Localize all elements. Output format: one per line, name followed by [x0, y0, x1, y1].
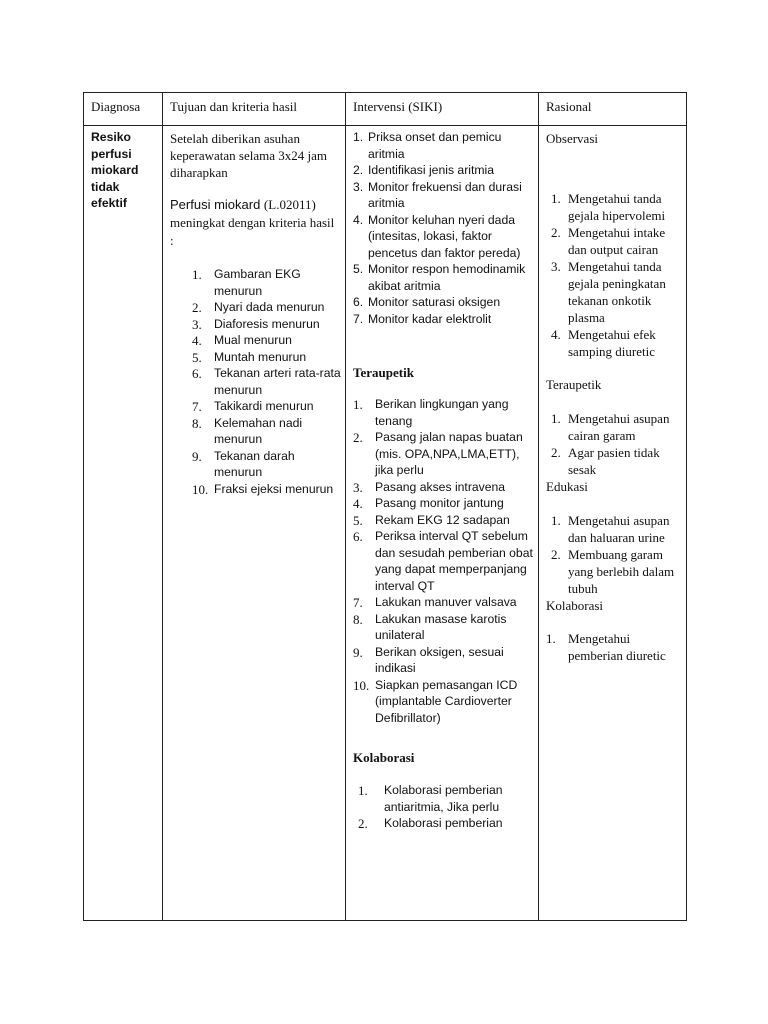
kolaborasi-item: 1. Kolaborasi pemberian antiaritmia, Jika perlu — [358, 783, 503, 814]
rasional-item: 3. Mengetahui tanda gejala peningkatan tekanan onkotik plasma — [551, 259, 666, 325]
tujuan-cell — [163, 126, 346, 921]
header-diagnosa-cell — [84, 93, 163, 126]
observasi-item: 3. Monitor frekuensi dan durasi aritmia — [353, 179, 522, 210]
tujuan-outcome — [163, 181, 345, 250]
kolaborasi-heading: Kolaborasi — [353, 750, 415, 765]
rasional-item: 1. Mengetahui asupan cairan garam — [551, 411, 670, 443]
header-tujuan: Tujuan dan kriteria hasil — [170, 99, 297, 114]
criteria-item: 7. Takikardi menurun — [192, 399, 314, 414]
rasional-observasi-heading: Observasi — [546, 131, 598, 146]
header-rasional-cell — [539, 93, 687, 126]
outcome-label: Perfusi miokard — [170, 197, 264, 212]
tujuan-intro: Setelah diberikan asuhan keperawatan selama 3x24 jam diharapkan — [170, 131, 328, 180]
criteria-item: 2. Nyari dada menurun — [192, 300, 325, 315]
rasional-kolaborasi-heading: Kolaborasi — [546, 598, 604, 613]
header-intervensi-cell — [346, 93, 539, 126]
rasional-item: 2. Mengetahui intake dan output cairan — [551, 225, 666, 257]
rasional-item: 1. Mengetahui pemberian diuretic — [546, 631, 666, 663]
criteria-item: 10. Fraksi ejeksi menurun — [192, 481, 334, 497]
terapeutik-heading: Teraupetik — [353, 365, 414, 380]
rasional-item: 1. Mengetahui tanda gejala hipervolemi — [551, 191, 666, 223]
terapeutik-item: 2. Pasang jalan napas buatan (mis. OPA,NPA,LMA,ETT), jika perlu — [353, 430, 523, 477]
header-diagnosa: Diagnosa — [91, 99, 141, 114]
outcome-code-text: (L.02011) meningkat dengan kriteria hasil : — [170, 197, 335, 248]
terapeutik-item: 5. Rekam EKG 12 sadapan — [353, 512, 510, 528]
rasional-terapeutik-list — [539, 410, 686, 478]
rasional-cell — [539, 126, 687, 921]
rasional-terapeutik-heading: Teraupetik — [546, 377, 602, 392]
observasi-item: 1. Priksa onset dan pemicu aritmia — [353, 130, 502, 161]
terapeutik-item: 8. Lakukan masase karotis unilateral — [353, 611, 507, 642]
criteria-item: 4. Mual menurun — [192, 333, 292, 348]
terapeutik-item: 9. Berikan oksigen, sesuai indikasi — [353, 644, 504, 675]
header-intervensi: Intervensi (SIKI) — [353, 99, 443, 114]
terapeutik-item: 10. Siapkan pemasangan ICD (implantable Cardioverter Defibrillator) — [353, 677, 518, 725]
care-plan-table — [83, 92, 687, 921]
header-rasional: Rasional — [546, 99, 592, 114]
terapeutik-item: 1. Berikan lingkungan yang tenang — [353, 397, 509, 428]
criteria-item: 6. Tekanan arteri rata-rata menurun — [192, 366, 341, 397]
terapeutik-item: 4. Pasang monitor jantung — [353, 496, 504, 511]
rasional-item: 2. Agar pasien tidak sesak — [551, 445, 660, 477]
header-tujuan-cell — [163, 93, 346, 126]
rasional-item: 1. Mengetahui asupan dan haluaran urine — [551, 513, 670, 545]
diagnosa-cell — [84, 126, 163, 921]
criteria-list — [163, 266, 345, 497]
terapeutik-item: 7. Lakukan manuver valsava — [353, 595, 517, 610]
rasional-item: 2. Membuang garam yang berlebih dalam tubuh — [551, 547, 675, 596]
rasional-observasi-list — [539, 190, 686, 360]
criteria-item: 1. Gambaran EKG menurun — [192, 267, 301, 298]
rasional-item: 4. Mengetahui efek samping diuretic — [551, 327, 656, 359]
terapeutik-item: 6. Periksa interval QT sebelum dan sesudah pemberian obat yang dapat memperpanjang interval QT — [353, 529, 533, 593]
content-row — [84, 126, 687, 921]
criteria-item: 3. Diaforesis menurun — [192, 316, 320, 332]
kolaborasi-list — [346, 782, 538, 832]
criteria-item: 8. Kelemahan nadi menurun — [192, 415, 303, 446]
terapeutik-item: 3. Pasang akses intravena — [353, 479, 506, 495]
rasional-edukasi-heading: Edukasi — [546, 479, 588, 494]
observasi-item: 4. Monitor keluhan nyeri dada (intesitas, lokasi, faktor pencetus dan faktor pereda) — [353, 212, 521, 260]
observasi-item: 5. Monitor respon hemodinamik akibat aritmia — [353, 262, 526, 293]
criteria-item: 5. Muntah menurun — [192, 349, 307, 365]
rasional-kolaborasi-list — [539, 630, 686, 664]
criteria-item: 9. Tekanan darah menurun — [192, 448, 295, 479]
intervensi-cell — [346, 126, 539, 921]
rasional-edukasi-list — [539, 512, 686, 597]
observasi-item: 7. Monitor kadar elektrolit — [353, 311, 492, 326]
observasi-list — [346, 129, 538, 327]
header-row — [84, 93, 687, 126]
observasi-item: 6. Monitor saturasi oksigen — [353, 295, 501, 309]
diagnosa-text: Resiko perfusi miokard tidak efektif — [91, 130, 139, 210]
observasi-item: 2. Identifikasi jenis aritmia — [353, 163, 494, 177]
kolaborasi-item: 2. Kolaborasi pemberian — [358, 816, 503, 831]
terapeutik-list — [346, 396, 538, 726]
